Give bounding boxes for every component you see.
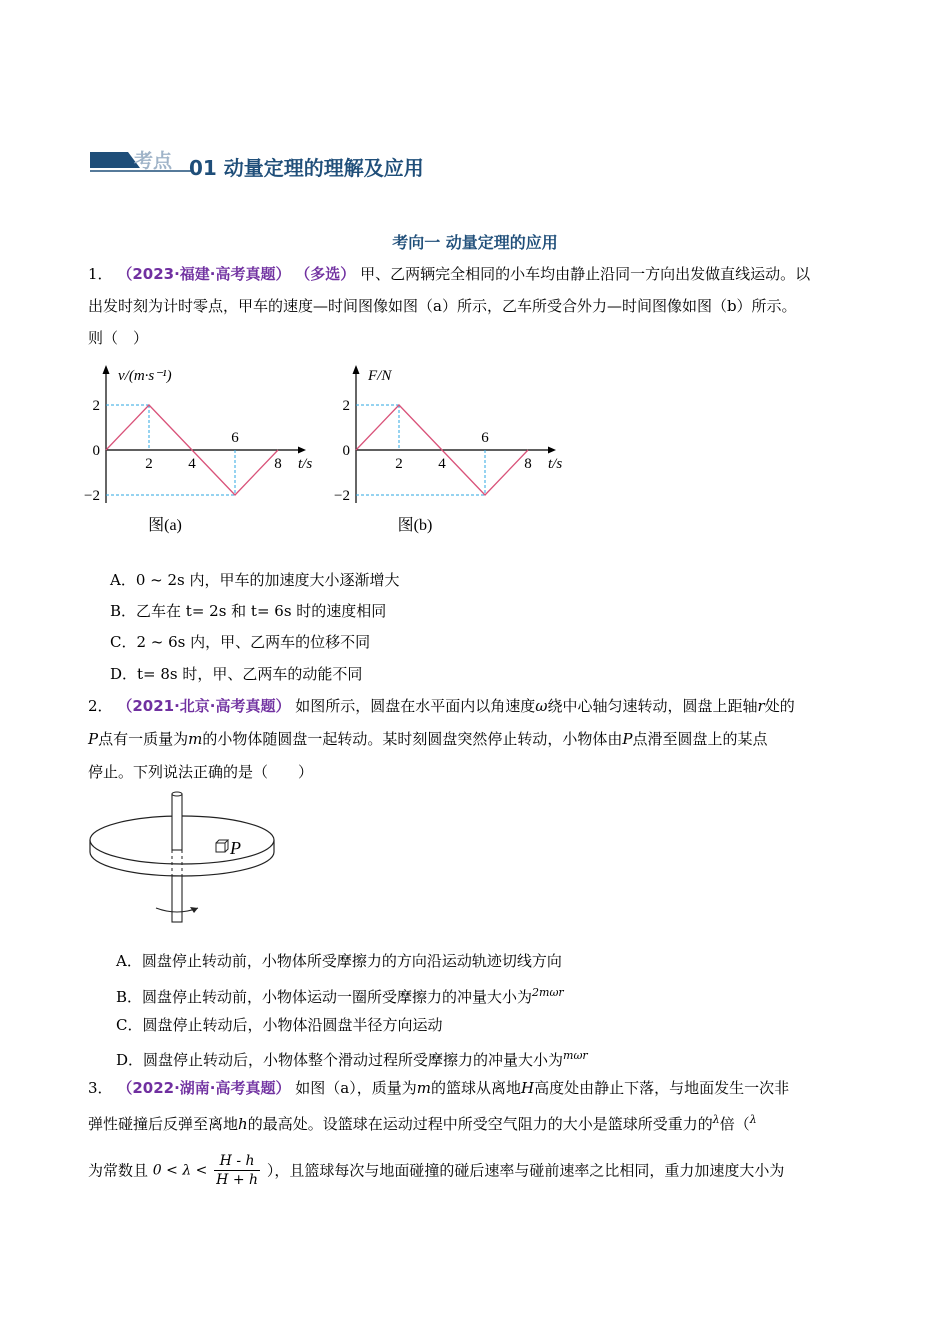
section-badge: 考点 [134, 150, 173, 172]
q3-line-2 [88, 1110, 757, 1134]
q1-text-1: 甲、乙两辆完全相同的小车均由静止沿同一方向出发做直线运动。以 [360, 265, 811, 283]
section-title: 01 动量定理的理解及应用 [189, 156, 424, 180]
q3-text: 倍（ [719, 1115, 750, 1133]
q2-line-1 [88, 696, 795, 716]
q1-option-b: B．乙车在 t= 2s 和 t= 6s 时的速度相同 [110, 602, 387, 620]
x-tick-label: 2 [145, 456, 153, 472]
q2-r: r [757, 697, 765, 715]
q2-text: 点滑至圆盘上的某点 [632, 730, 768, 748]
y-tick-label: −2 [84, 488, 100, 504]
y-tick-label: −2 [334, 488, 350, 504]
q3-lambda: λ [749, 1113, 757, 1126]
q2-option-c [116, 1015, 442, 1035]
q3-line-1 [88, 1078, 789, 1098]
q2-number: 2． [88, 697, 113, 715]
q2-option-c-text: C．圆盘停止转动后，小物体沿圆盘半径方向运动 [116, 1016, 443, 1034]
q2-text: 绕中心轴匀速转动，圆盘上距轴 [547, 697, 758, 715]
q2-P: P [88, 730, 99, 748]
disc-figure [86, 788, 286, 928]
q2-line-3: 停止。下列说法正确的是（ ） [88, 763, 314, 781]
q2-text: 如图所示，圆盘在水平面内以角速度 [295, 697, 536, 715]
q3-H: H [520, 1079, 535, 1097]
q2-text: 点有一质量为 [98, 730, 189, 748]
section-header [88, 148, 508, 184]
q1-line-3: 则（ ） [88, 329, 149, 347]
q2-source: （2021·北京·高考真题） [117, 697, 291, 715]
q2-option-b-math: 2mωr [532, 986, 564, 999]
q2-option-d-math: mωr [563, 1049, 588, 1062]
q3-fraction-den: H + h [216, 1172, 259, 1188]
x-tick-label: 6 [231, 430, 239, 446]
q3-text: ），且篮球每次与地面碰撞的碰后速率与碰前速率之比相同，重力加速度大小为 [266, 1161, 785, 1180]
x-tick-label: 4 [438, 456, 446, 472]
q3-text: 高度处由静止下落，与地面发生一次非 [534, 1079, 790, 1097]
q3-number: 3． [88, 1079, 113, 1097]
y-tick-label: 0 [342, 443, 350, 459]
x-axis-label: t/s [548, 456, 563, 472]
q1-number: 1． [88, 265, 113, 283]
q1-option-a: A．0 ~ 2s 内，甲车的加速度大小逐渐增大 [110, 571, 400, 589]
subsection-title: 考向一 动量定理的应用 [392, 233, 558, 252]
chart-caption: 图(b) [397, 517, 433, 534]
chart-a [86, 360, 326, 545]
q3-text: 为常数且 [88, 1161, 149, 1180]
y-axis-arrow [103, 365, 110, 374]
x-tick-label: 4 [188, 456, 196, 472]
y-tick-label: 0 [92, 443, 100, 459]
y-axis-label: v/(m·s⁻¹) [118, 368, 172, 384]
q2-P: P [622, 730, 633, 748]
q2-option-a-text: A．圆盘停止转动前，小物体所受摩擦力的方向沿运动轨迹切线方向 [116, 952, 562, 970]
chart-caption: 图(a) [148, 517, 182, 534]
q1-line-2: 出发时刻为计时零点，甲车的速度—时间图像如图（a）所示，乙车所受合外力—时间图像如图（b）所示。 [88, 297, 797, 315]
q2-m: m [188, 730, 203, 748]
q2-text: 的小物体随圆盘一起转动。某时刻圆盘突然停止转动，小物体由 [202, 730, 623, 748]
q1-option-c: C．2 ~ 6s 内，甲、乙两车的位移不同 [110, 633, 371, 651]
q3-text: 的篮球从离地 [430, 1079, 521, 1097]
x-axis-arrow [548, 447, 556, 454]
q3-text: 弹性碰撞后反弹至离地 [88, 1115, 239, 1133]
chart-b [336, 360, 576, 545]
q3-fraction-num: H - h [214, 1152, 260, 1171]
q3-m: m [416, 1079, 431, 1097]
q2-option-a [116, 951, 562, 971]
q3-line-3 [88, 1152, 784, 1196]
q1-line-1 [88, 264, 810, 284]
q2-omega: ω [535, 697, 548, 715]
disc-P-label: P [230, 838, 241, 858]
q3-fraction [214, 1152, 260, 1189]
x-axis-label: t/s [298, 456, 313, 472]
y-tick-label: 2 [92, 398, 100, 414]
q2-text: 处的 [764, 697, 795, 715]
y-tick-label: 2 [342, 398, 350, 414]
q2-option-d [116, 1046, 588, 1070]
q3-source: （2022·湖南·高考真题） [117, 1079, 291, 1097]
q1-option-d: D．t= 8s 时，甲、乙两车的动能不同 [110, 665, 363, 683]
q3-h: h [238, 1115, 248, 1133]
x-axis-arrow [298, 447, 306, 454]
q3-text: 如图（a），质量为 [295, 1079, 417, 1097]
q2-option-d-text: D．圆盘停止转动后，小物体整个滑动过程所受摩擦力的冲量大小为 [116, 1051, 564, 1069]
q3-text: 的最高处。设篮球在运动过程中所受空气阻力的大小是篮球所受重力的 [247, 1115, 713, 1133]
q2-option-b [116, 983, 564, 1007]
y-axis-label: F/N [368, 368, 392, 384]
q3-lambda: λ [712, 1113, 720, 1126]
q1-tag: （多选） [295, 265, 356, 283]
q3-inequality: 0 < λ < [152, 1162, 208, 1179]
x-tick-label: 8 [274, 456, 282, 472]
x-tick-label: 2 [395, 456, 403, 472]
x-tick-label: 6 [481, 430, 489, 446]
q2-option-b-text: B．圆盘停止转动前，小物体运动一圈所受摩擦力的冲量大小为 [116, 988, 533, 1006]
q2-line-2 [88, 729, 767, 749]
y-axis-arrow [353, 365, 360, 374]
x-tick-label: 8 [524, 456, 532, 472]
q1-source: （2023·福建·高考真题） [117, 265, 291, 283]
